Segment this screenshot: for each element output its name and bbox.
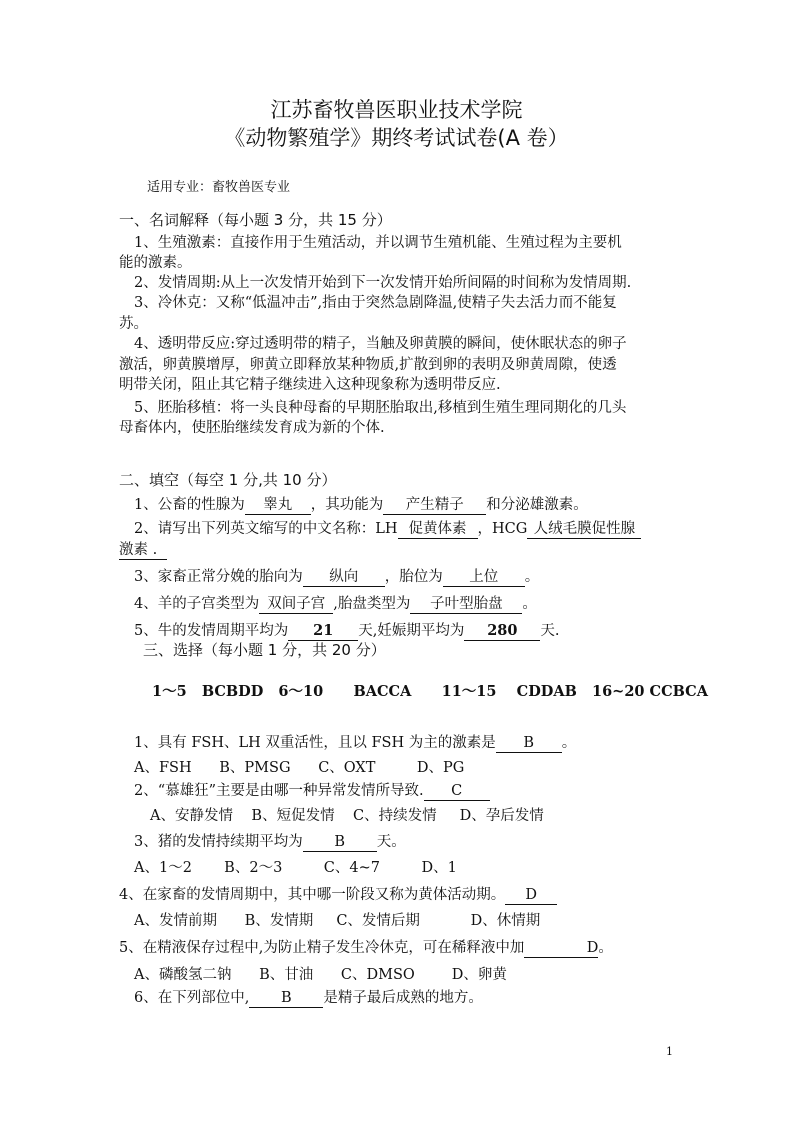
choice-options-5: A、磷酸氢二钠 B、甘油 C、DMSO D、卵黄	[134, 967, 507, 983]
fill-answer: 产生精子	[383, 496, 486, 515]
choice-answer: D	[524, 939, 598, 958]
fill-question-2: 2、请写出下列英文缩写的中文名称：LH 促黄体素 ，HCG 人绒毛膜促性腺	[134, 519, 641, 539]
exam-title: 《动物繁殖学》期终考试试卷(A 卷）	[224, 126, 569, 150]
choice-question-1: 1、具有 FSH、LH 双重活性，且以 FSH 为主的激素是 B 。	[134, 735, 577, 751]
choice-question-3: 3、猪的发情持续期平均为 B 天。	[134, 834, 406, 850]
fill-answer: 激素 .	[119, 541, 167, 560]
choice-answer: D	[505, 886, 557, 905]
fill-answer: 促黄体素	[398, 520, 478, 539]
fill-question-3: 3、家畜正常分娩的胎向为 纵向 ，胎位为 上位 。	[134, 569, 540, 585]
choice-question-4: 4、在家畜的发情周期中，其中哪一阶段又称为黄体活动期。 D	[119, 885, 557, 905]
section1-line: 4、透明带反应:穿过透明带的精子，当触及卵黄膜的瞬间，使休眠状态的卵子	[134, 336, 627, 352]
page-number: 1	[666, 1045, 673, 1058]
fill-question-1: 1、公畜的性腺为 睾丸 ，其功能为 产生精子 和分泌雄激素。	[134, 497, 588, 513]
choice-answer: C	[424, 782, 490, 801]
choice-options-1: A、FSH B、PMSG C、OXT D、PG	[134, 760, 465, 776]
section1-line: 明带关闭，阻止其它精子继续进入这种现象称为透明带反应.	[119, 377, 501, 393]
choice-question-2: 2、“慕雄狂”主要是由哪一种异常发情所导致. C	[134, 781, 490, 801]
choice-options-2: A、安静发情 B、短促发情 C、持续发情 D、孕后发情	[150, 808, 544, 824]
fill-answer: 上位	[443, 568, 525, 587]
applicable-major: 适用专业：畜牧兽医专业	[147, 180, 291, 195]
fill-answer: 人绒毛膜促性腺	[527, 520, 641, 539]
fill-question-4: 4、羊的子宫类型为 双间子宫 ,胎盘类型为 子叶型胎盘 。	[134, 596, 537, 612]
choice-answer: B	[249, 989, 323, 1008]
school-title: 江苏畜牧兽医职业技术学院	[270, 98, 523, 122]
fill-answer: 21	[288, 622, 358, 641]
section1-line: 2、发情周期:从上一次发情开始到下一次发情开始所间隔的时间称为发情周期.	[134, 275, 632, 291]
fill-answer: 睾丸	[245, 496, 311, 515]
section1-line: 5、胚胎移植：将一头良种母畜的早期胚胎取出,移植到生殖生理同期化的几头	[134, 400, 627, 416]
choice-question-5: 5、在精液保存过程中,为防止精子发生冷休克，可在稀释液中加 D。	[119, 940, 613, 956]
section1-line: 能的激素。	[119, 255, 192, 271]
section1-line: 母畜体内，使胚胎继续发育成为新的个体.	[119, 420, 385, 436]
fill-answer: 子叶型胎盘	[410, 595, 522, 614]
choice-answer: B	[303, 833, 377, 852]
fill-answer: 280	[464, 622, 540, 641]
section2-heading: 二、填空（每空 1 分,共 10 分）	[119, 471, 337, 489]
section1-heading: 一、名词解释（每小题 3 分，共 15 分）	[119, 211, 392, 229]
choice-options-4: A、发情前期 B、发情期 C、发情后期 D、休情期	[134, 913, 541, 929]
section1-line: 1、生殖激素：直接作用于生殖活动，并以调节生殖机能、生殖过程为主要机	[134, 235, 622, 251]
fill-question-2-cont	[119, 540, 167, 560]
section1-line: 3、冷休克：又称“低温冲击”,指由于突然急剧降温,使精子失去活力而不能复	[134, 295, 617, 311]
choice-question-6: 6、在下列部位中, B 是精子最后成熟的地方。	[134, 990, 483, 1006]
section1-line: 激活，卵黄膜增厚，卵黄立即释放某种物质,扩散到卵的表明及卵黄周隙，使透	[119, 357, 617, 373]
choice-options-3: A、1～2 B、2～3 C、4~7 D、1	[134, 860, 457, 876]
choice-answer: B	[496, 734, 562, 753]
fill-answer: 双间子宫	[259, 595, 333, 614]
fill-answer: 纵向	[303, 568, 385, 587]
fill-question-5: 5、牛的发情周期平均为 21 天,妊娠期平均为 280 天.	[134, 622, 560, 639]
answer-key: 1～5 BCBDD 6～10 BACCA 11～15 CDDAB 16~20 CCBCA	[152, 683, 708, 700]
section3-heading: 三、选择（每小题 1 分，共 20 分）	[143, 641, 386, 659]
section1-line: 苏。	[119, 316, 148, 332]
